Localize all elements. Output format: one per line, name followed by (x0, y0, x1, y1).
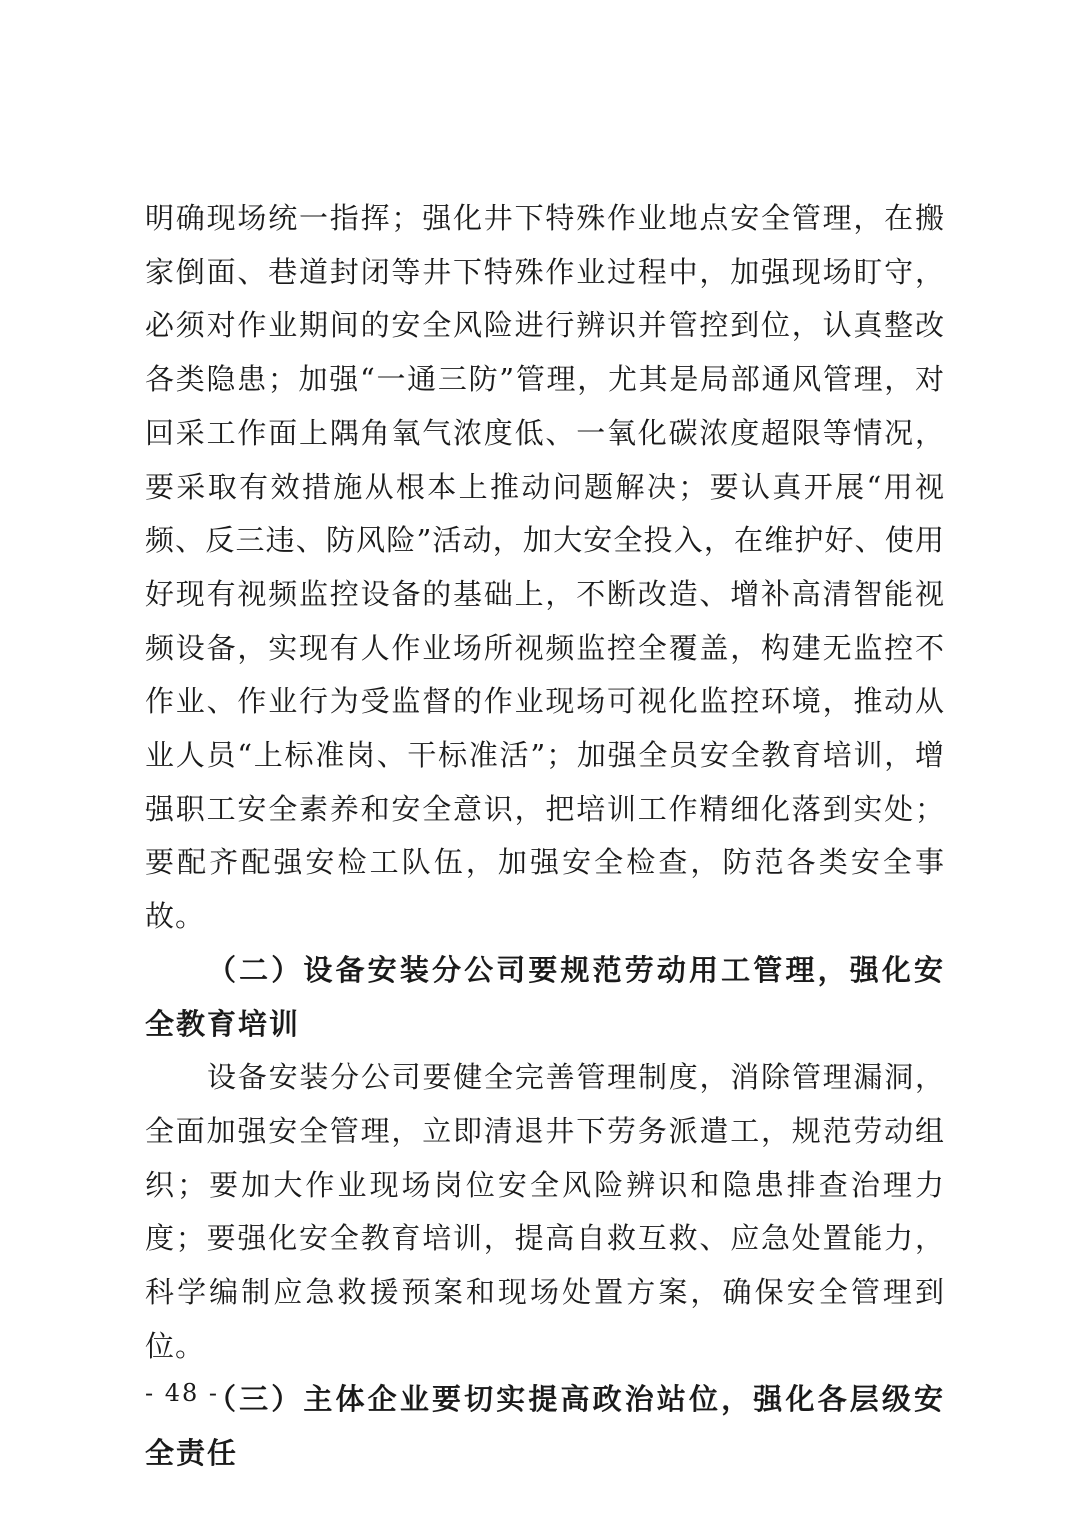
page-number: - 48 - (145, 1379, 220, 1407)
document-body (145, 192, 945, 1481)
section-heading: （二）设备安装分公司要规范劳动用工管理，强化安全教育培训 (145, 952, 945, 1041)
body-paragraph: 明确现场统一指挥；强化井下特殊作业地点安全管理，在搬家倒面、巷道封闭等井下特殊作业过程中，加强现场盯守，必须对作业期间的安全风险进行辨识并管控到位，认真整改各类隐患；加强“一通三防”管理，尤其是局部通风管理，对回采工作面上隅角氧气浓度低、一氧化碳浓度超限等情况，要采取有效措施从根本上推动问题解决；要认真开展“用视频、反三违、防风险”活动，加大安全投入，在维护好、使用好现有视频监控设备的基础上，不断改造、增补高清智能视频设备，实现有人作业场所视频监控全覆盖，构建无监控不作业、作业行为受监督的作业现场可视化监控环境，推动从业人员“上标准岗、干标准活”；加强全员安全教育培训，增强职工安全素养和安全意识，把培训工作精细化落到实处；要配齐配强安检工队伍，加强安全检查，防范各类安全事故。 (145, 201, 945, 934)
body-paragraph: 设备安装分公司要健全完善管理制度，消除管理漏洞，全面加强安全管理，立即清退井下劳务派遣工，规范劳动组织；要加大作业现场岗位安全风险辨识和隐患排查治理力度；要强化安全教育培训，提高自救互救、应急处置能力，科学编制应急救援预案和现场处置方案，确保安全管理到位。 (145, 1060, 945, 1363)
section-heading: （三）主体企业要切实提高政治站位，强化各层级安全责任 (145, 1382, 945, 1471)
